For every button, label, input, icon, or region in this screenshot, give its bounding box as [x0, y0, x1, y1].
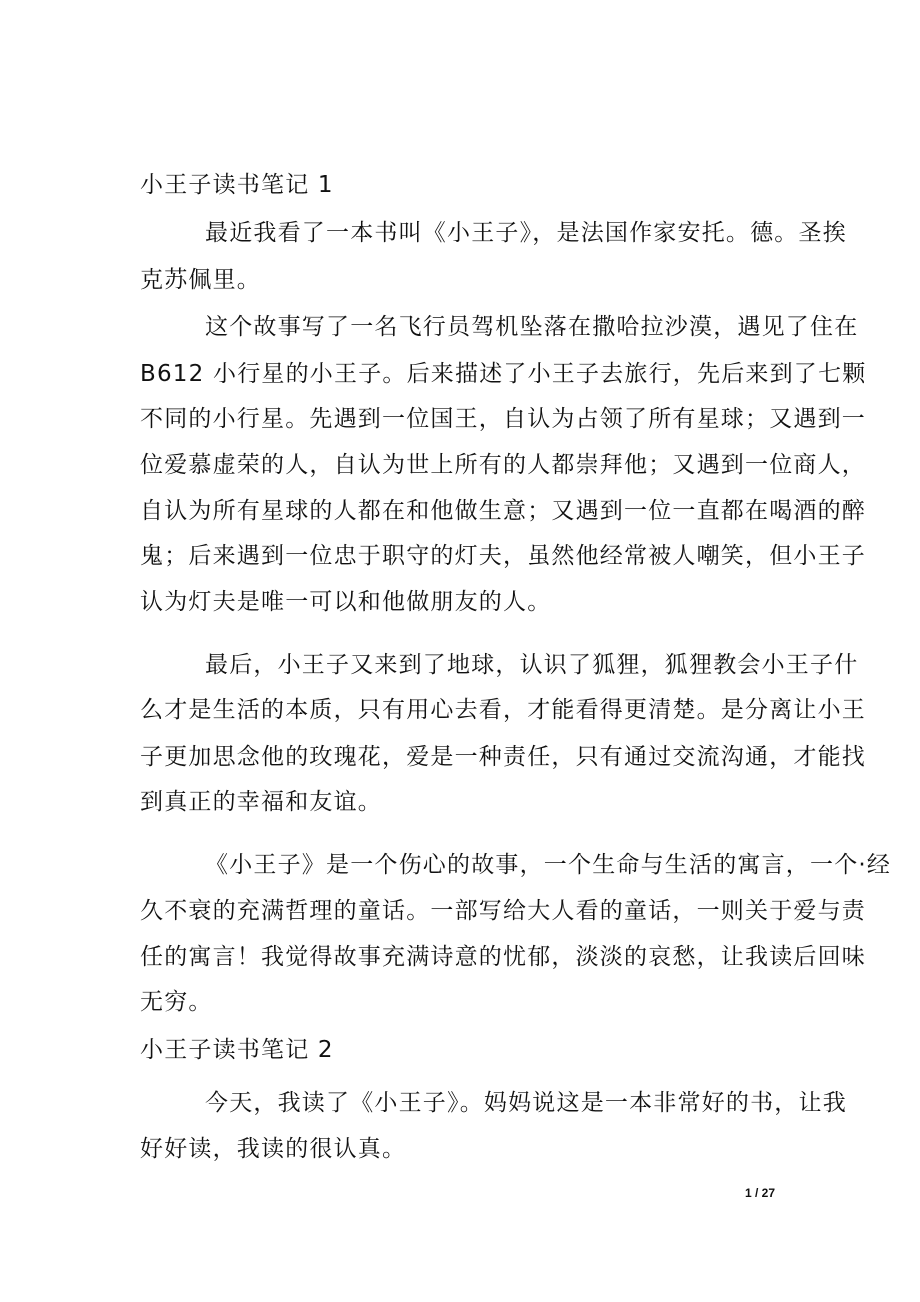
paragraph-line: 不同的小行星。先遇到一位国王，自认为占领了所有星球；又遇到一: [140, 406, 866, 432]
paragraph-line: B612 小行星的小王子。后来描述了小王子去旅行，先后来到了七颗: [140, 361, 867, 387]
section-title: 小王子读书笔记 1: [140, 172, 334, 198]
paragraph-line: 任的寓言！我觉得故事充满诗意的忧郁，淡淡的哀愁，让我读后回味: [140, 944, 866, 970]
paragraph-line: 久不衰的充满哲理的童话。一部写给大人看的童话，一则关于爱与责: [140, 898, 866, 924]
paragraph-line: 认为灯夫是唯一可以和他做朋友的人。: [140, 589, 552, 615]
paragraph-line: 好好读，我读的很认真。: [140, 1136, 407, 1162]
paragraph-line: 《小王子》是一个伤心的故事，一个生命与生活的寓言，一个·经: [205, 852, 892, 878]
paragraph-line: 这个故事写了一名飞行员驾机坠落在撒哈拉沙漠，遇见了住在: [205, 314, 859, 340]
paragraph-line: 最近我看了一本书叫《小王子》，是法国作家安托。德。圣挨: [205, 220, 847, 246]
paragraph-line: 自认为所有星球的人都在和他做生意；又遇到一位一直都在喝酒的醉: [140, 498, 866, 524]
paragraph-line: 子更加思念他的玫瑰花，爱是一种责任，只有通过交流沟通，才能找: [140, 744, 866, 770]
section-title: 小王子读书笔记 2: [140, 1037, 334, 1063]
paragraph-line: 么才是生活的本质，只有用心去看，才能看得更清楚。是分离让小王: [140, 697, 866, 723]
paragraph-line: 最后，小王子又来到了地球，认识了狐狸，狐狸教会小王子什: [205, 652, 859, 678]
paragraph-line: 到真正的幸福和友谊。: [140, 789, 382, 815]
paragraph-line: 位爱慕虚荣的人，自认为世上所有的人都崇拜他；又遇到一位商人，: [140, 452, 866, 478]
paragraph-line: 今天，我读了《小王子》。妈妈说这是一本非常好的书，让我: [205, 1090, 847, 1116]
paragraph-line: 克苏佩里。: [140, 267, 261, 293]
paragraph-line: 无穷。: [140, 989, 213, 1015]
paragraph-line: 鬼；后来遇到一位忠于职守的灯夫，虽然他经常被人嘲笑，但小王子: [140, 543, 866, 569]
page-number: 1 / 27: [745, 1186, 776, 1200]
